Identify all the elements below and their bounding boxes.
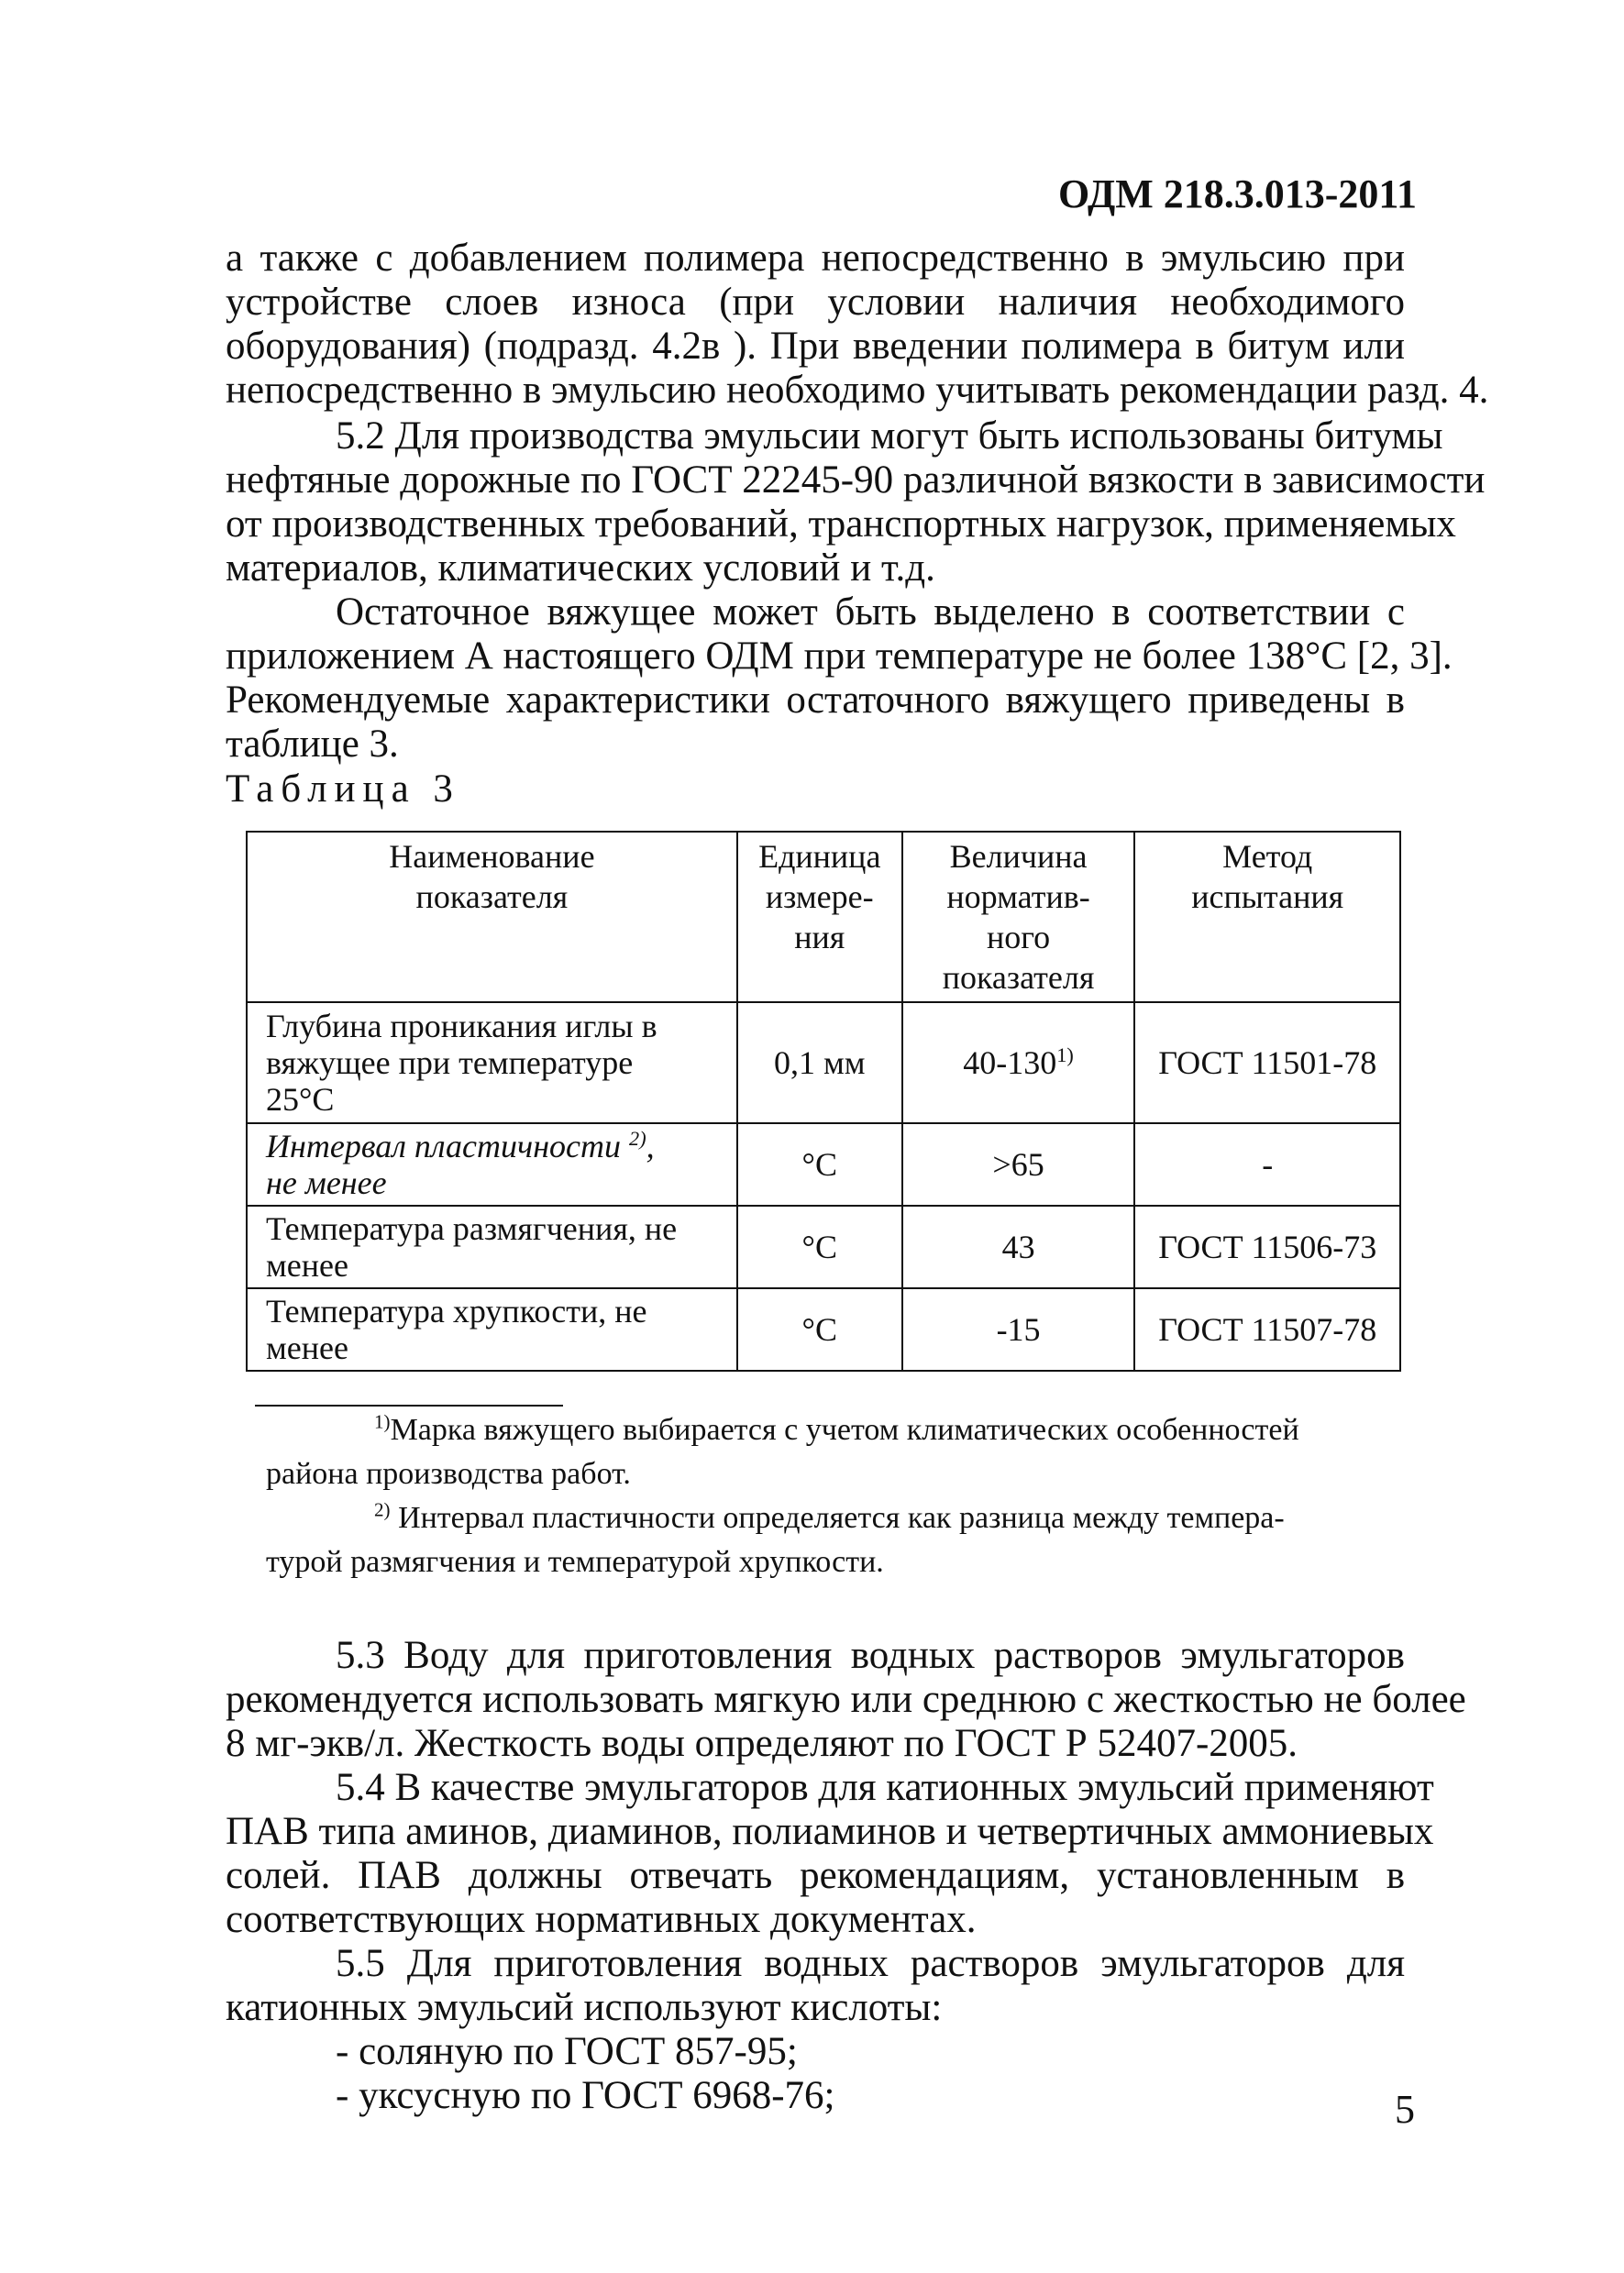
cell-unit: 0,1 мм [737, 1002, 902, 1123]
cell-value: -15 [902, 1288, 1135, 1371]
table-row [247, 1002, 1400, 1123]
name-text: Интервал пластичности [266, 1128, 622, 1164]
cell-name [247, 1123, 737, 1206]
text-line: а также с добавлением полимера непосредственно в эмульсию при [226, 237, 1405, 280]
value-text: 40-130 [963, 1044, 1057, 1081]
footnote-divider [255, 1405, 563, 1407]
footnote-1-line: района производства работ. [266, 1457, 631, 1491]
list-item: - уксусную по ГОСТ 6968-76; [336, 2074, 835, 2117]
section-5-2 [226, 414, 1486, 590]
header-line: Единица [758, 838, 881, 875]
cell-name [247, 1002, 737, 1123]
cell-value [902, 1002, 1135, 1123]
footnote-2-mark: 2) [374, 1498, 391, 1521]
section-5-3 [226, 1634, 1466, 1766]
text-line: ПАВ типа аминов, диаминов, полиаминов и четвертичных аммониевых [226, 1810, 1434, 1853]
footnote-2-line: турой размягчения и температурой хрупкости. [266, 1545, 884, 1579]
header-line: Величина [949, 838, 1088, 875]
cell-method: ГОСТ 11501-78 [1134, 1002, 1400, 1123]
text-line: Рекомендуемые характеристики остаточного вяжущего приведены в [226, 679, 1405, 722]
cell-name [247, 1288, 737, 1371]
footnote-ref: 1) [1056, 1043, 1074, 1066]
header-line: показателя [942, 959, 1095, 996]
text-line: рекомендуется использовать мягкую или среднюю с жесткостью не более [226, 1678, 1466, 1721]
text-line: нефтяные дорожные по ГОСТ 22245-90 различной вязкости в зависимости [226, 458, 1486, 502]
cell-line: менее [266, 1247, 348, 1284]
cell-value: 43 [902, 1206, 1135, 1288]
page-number: 5 [1395, 2087, 1415, 2132]
header-method [1134, 832, 1400, 1002]
header-line: измере- [765, 878, 874, 915]
cell-name [247, 1206, 737, 1288]
header-line: Метод [1222, 838, 1313, 875]
text-line: 5.4 В качестве эмульгаторов для катионных эмульсий применяют [336, 1766, 1434, 1809]
cell-line: менее [266, 1330, 348, 1366]
residual-binder-paragraph [226, 590, 1453, 767]
document-code-header: ОДМ 218.3.013-2011 [1057, 171, 1417, 216]
text-line: 5.5 Для приготовления водных растворов эмульгаторов для [336, 1942, 1405, 1985]
text-line: приложением А настоящего ОДМ при температуре не более 138°С [2, 3]. [226, 634, 1453, 678]
text-line: от производственных требований, транспортных нагрузок, применяемых [226, 502, 1456, 546]
text-line: 5.3 Воду для приготовления водных растворов эмульгаторов [336, 1634, 1405, 1677]
cell-line: Глубина проникания иглы в [266, 1008, 657, 1044]
header-name [247, 832, 737, 1002]
footnote-1-text: Марка вяжущего выбирается с учетом климатических особенностей [390, 1413, 1299, 1447]
table-row [247, 1206, 1400, 1288]
cell-unit: °С [737, 1206, 902, 1288]
header-value [902, 832, 1135, 1002]
cell-method: ГОСТ 11507-78 [1134, 1288, 1400, 1371]
cell-unit: °С [737, 1288, 902, 1371]
table-header-row [247, 832, 1400, 1002]
section-5-5 [226, 1942, 1405, 2118]
intro-paragraph [226, 237, 1489, 413]
binder-properties-table [246, 831, 1401, 1372]
header-line: ния [794, 919, 845, 955]
header-unit [737, 832, 902, 1002]
text-line: устройстве слоев износа (при условии наличия необходимого [226, 281, 1405, 324]
header-line: испытания [1191, 878, 1344, 915]
table-row [247, 1123, 1400, 1206]
footnote-2-text: Интервал пластичности определяется как разница между темпера- [398, 1501, 1285, 1535]
cell-line: Температура размягчения, не [266, 1210, 678, 1247]
text-line: Остаточное вяжущее может быть выделено в соответствии с [336, 590, 1405, 634]
text-line: оборудования) (подразд. 4.2в ). При введении полимера в битум или [226, 325, 1405, 368]
section-5-4 [226, 1766, 1434, 1942]
table-caption: Таблица 3 [226, 767, 460, 811]
text-line: 8 мг-экв/л. Жесткость воды определяют по ГОСТ Р 52407-2005. [226, 1722, 1298, 1765]
text-line: катионных эмульсий используют кислоты: [226, 1986, 943, 2029]
header-line: показателя [415, 878, 569, 915]
header-line: норматив- [946, 878, 1090, 915]
cell-line: не менее [266, 1164, 387, 1201]
cell-value: >65 [902, 1123, 1135, 1206]
text-line: 5.2 Для производства эмульсии могут быть использованы битумы [336, 414, 1443, 458]
cell-line: Температура хрупкости, не [266, 1293, 647, 1330]
cell-unit: °С [737, 1123, 902, 1206]
footnote-2-line [266, 1496, 1398, 1540]
cell-line: вяжущее при температуре [266, 1044, 634, 1081]
header-line: Наименование [389, 838, 595, 875]
footnote-1-mark: 1) [374, 1410, 391, 1433]
cell-method: - [1134, 1123, 1400, 1206]
text-line: материалов, климатических условий и т.д. [226, 546, 935, 590]
header-line: ного [986, 919, 1051, 955]
table-row [247, 1288, 1400, 1371]
cell-line: 25°С [266, 1081, 335, 1118]
text-line: таблице 3. [226, 723, 399, 766]
cell-method: ГОСТ 11506-73 [1134, 1206, 1400, 1288]
footnotes [266, 1408, 1398, 1584]
list-item: - соляную по ГОСТ 857-95; [336, 2030, 798, 2073]
cell-line [266, 1128, 727, 1164]
footnote-1-line [266, 1408, 1398, 1452]
text-line: солей. ПАВ должны отвечать рекомендациям, установленным в [226, 1854, 1405, 1897]
name-suffix: , [646, 1128, 655, 1164]
text-line: соответствующих нормативных документах. [226, 1898, 977, 1941]
footnote-ref: 2) [629, 1127, 646, 1150]
text-line: непосредственно в эмульсию необходимо учитывать рекомендации разд. 4. [226, 369, 1489, 412]
